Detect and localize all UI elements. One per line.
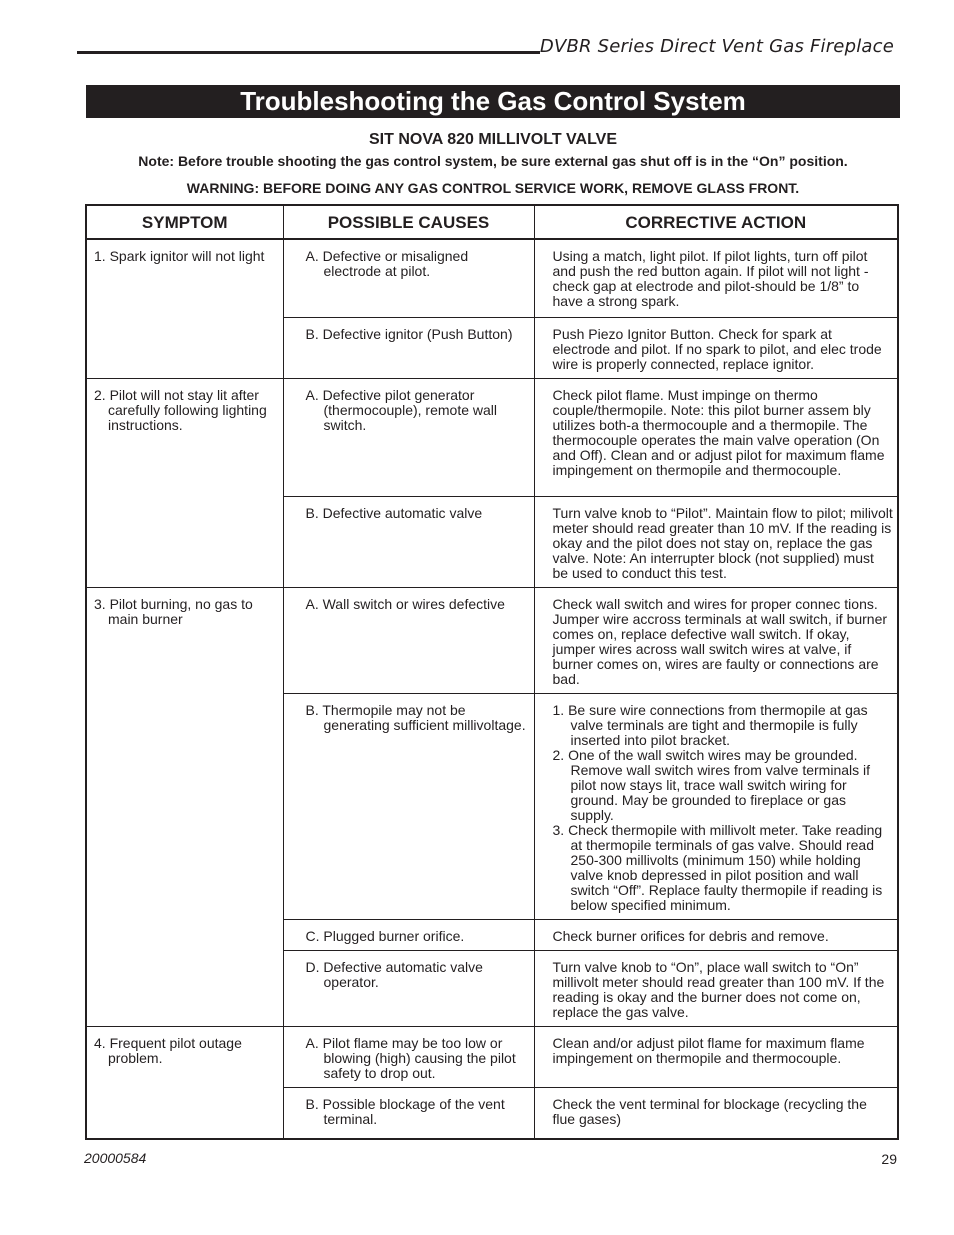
- cause-text: B. Defective ignitor (Push Button): [305, 325, 513, 342]
- action-list-item: 2. One of the wall switch wires may be grounded. Remove wall switch wires from valve terminals if pilot now stays lit, trace wall switch wiring for ground. May be grounded to fireplace or gas supply.: [552, 746, 871, 823]
- symptom-cell: [86, 378, 283, 587]
- page-number: 29: [881, 1151, 897, 1167]
- cause-text: C. Plugged burner orifice.: [305, 927, 465, 944]
- symptom-cell: [86, 587, 283, 1026]
- header-symptom: SYMPTOM: [86, 205, 283, 239]
- symptom-text: 4. Frequent pilot outage problem.: [94, 1034, 242, 1066]
- action-text: Check burner orifices for debris and remove.: [552, 927, 829, 944]
- table-header-row: [86, 205, 898, 239]
- action-text: Check the vent terminal for blockage (recycling the flue gases): [552, 1095, 867, 1127]
- cause-cell: [283, 239, 534, 317]
- symptom-text: 1. Spark ignitor will not light: [94, 248, 265, 264]
- note-text: Note: Before trouble shooting the gas control system, be sure external gas shut off is in the “On” position.: [138, 153, 848, 169]
- header-rule: [77, 51, 540, 54]
- action-text: Turn valve knob to “Pilot”. Maintain flow to pilot; milivolt meter should read greater than 10 mV. If the reading is okay and the pilot does not stay on, replace the gas valve. Note: An interrupter block (not supplied) must be used to conduct this test.: [552, 504, 893, 581]
- page-title: Troubleshooting the Gas Control System: [86, 85, 900, 118]
- cause-cell: [283, 919, 534, 950]
- cause-text: A. Defective or misaligned electrode at pilot.: [305, 248, 469, 279]
- cause-cell: [283, 1087, 534, 1139]
- table-row: [86, 239, 898, 317]
- troubleshooting-table: [85, 204, 899, 1140]
- action-cell: [534, 919, 898, 950]
- action-cell: [534, 496, 898, 587]
- cause-text: A. Wall switch or wires defective: [305, 595, 505, 612]
- cause-text: D. Defective automatic valve operator.: [305, 958, 483, 990]
- action-cell: [534, 587, 898, 693]
- action-cell: [534, 950, 898, 1026]
- header-corrective-action: CORRECTIVE ACTION: [534, 205, 898, 239]
- cause-cell: [283, 496, 534, 587]
- symptom-cell: [86, 1026, 283, 1139]
- action-cell: [534, 317, 898, 378]
- action-list: [553, 703, 894, 913]
- cause-cell: [283, 587, 534, 693]
- table-row: [86, 1026, 898, 1087]
- cause-text: A. Defective pilot generator (thermocouple), remote wall switch.: [305, 386, 498, 433]
- action-text: Turn valve knob to “On”, place wall switch to “On” millivolt meter should read greater than 100 mV. If the reading is okay and the burner does not come on, replace the gas valve.: [552, 958, 885, 1020]
- action-text: Clean and/or adjust pilot flame for maximum flame impingement on thermopile and thermocouple.: [552, 1034, 865, 1066]
- action-cell: [534, 1026, 898, 1087]
- cause-cell: [283, 693, 534, 919]
- cause-cell: [283, 317, 534, 378]
- action-list-item: 3. Check thermopile with millivolt meter. Take reading at thermopile terminals of gas valve. Should read 250-300 millivolts (minimum 150) while holding valve knob depressed in pilot position and wall switch “Off”. Replace faulty thermopile if reading is below specified minimum.: [552, 821, 883, 913]
- cause-text: B. Defective automatic valve: [305, 504, 483, 521]
- action-list-item: 1. Be sure wire connections from thermopile at gas valve terminals are tight and thermopile is fully inserted into pilot bracket.: [552, 701, 868, 748]
- warning-text: WARNING: BEFORE DOING ANY GAS CONTROL SERVICE WORK, REMOVE GLASS FRONT.: [186, 180, 800, 196]
- action-cell: [534, 693, 898, 919]
- symptom-cell: [86, 239, 283, 378]
- action-cell: [534, 1087, 898, 1139]
- action-text: Check wall switch and wires for proper connec tions. Jumper wire accross terminals at wall switch, if burner comes on, replace defective wall switch. If okay, jumper wires across wall switch wires at valve, if burner comes on, wires are faulty or connections are bad.: [552, 595, 888, 687]
- cause-cell: [283, 378, 534, 496]
- header-title: DVBR Series Direct Vent Gas Fireplace: [539, 36, 894, 57]
- action-text: Check pilot flame. Must impinge on thermo couple/thermopile. Note: this pilot burner assem bly utilizes both-a thermocouple and a thermopile. The thermocouple operates the main valve operation (On and Off). Clean and or adjust pilot for maximum flame impingement on thermopile and thermocouple.: [552, 386, 885, 478]
- cause-text: A. Pilot flame may be too low or blowing (high) causing the pilot safety to drop out.: [305, 1034, 516, 1081]
- action-cell: [534, 378, 898, 496]
- cause-cell: [283, 1026, 534, 1087]
- symptom-text: 3. Pilot burning, no gas to main burner: [94, 595, 253, 627]
- section-subtitle: SIT NOVA 820 MILLIVOLT VALVE: [368, 131, 618, 148]
- header-possible-causes: POSSIBLE CAUSES: [283, 205, 534, 239]
- action-text: Push Piezo Ignitor Button. Check for spark at electrode and pilot. If no spark to pilot, and elec trode wire is properly connected, replace ignitor.: [552, 325, 882, 372]
- document-number: 20000584: [84, 1150, 147, 1166]
- symptom-text: 2. Pilot will not stay lit after carefully following lighting instructions.: [94, 386, 267, 433]
- table-row: [86, 378, 898, 496]
- table-row: [86, 587, 898, 693]
- cause-text: B. Thermopile may not be generating sufficient millivoltage.: [305, 701, 526, 733]
- action-text: Using a match, light pilot. If pilot lights, turn off pilot and push the red button again. If pilot will not light - check gap at electrode and pilot-should be 1/8” to have a strong spark.: [552, 248, 869, 309]
- action-cell: [534, 239, 898, 317]
- cause-cell: [283, 950, 534, 1026]
- cause-text: B. Possible blockage of the vent terminal.: [305, 1095, 505, 1127]
